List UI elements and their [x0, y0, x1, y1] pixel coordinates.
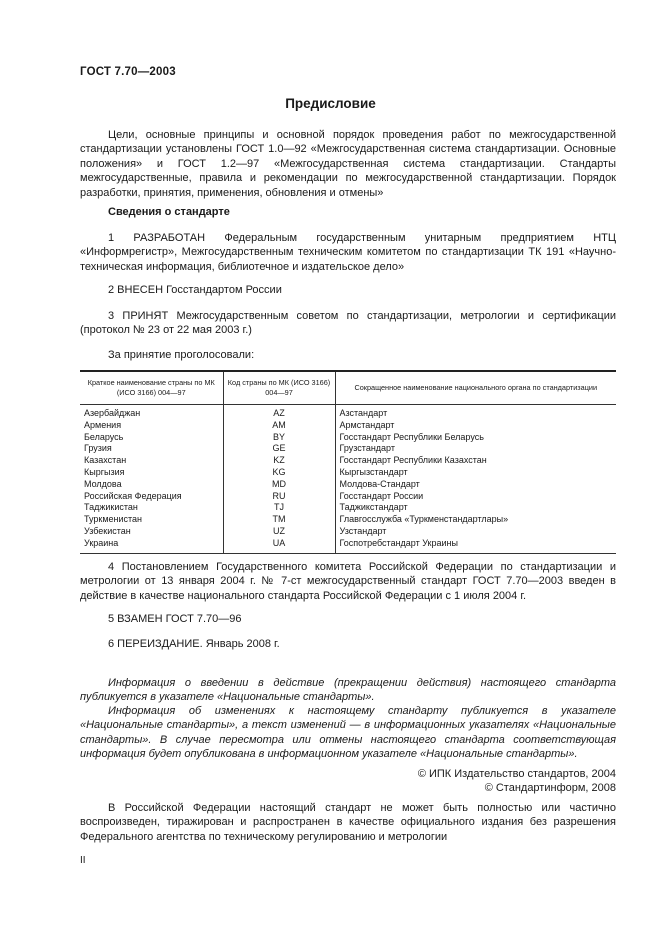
table-row [80, 479, 616, 491]
org-cell: Госстандарт Республики Беларусь [335, 432, 616, 444]
table-row [80, 538, 616, 553]
country-cell: Туркменистан [80, 514, 223, 526]
country-cell: Узбекистан [80, 526, 223, 538]
org-cell: Таджикстандарт [335, 502, 616, 514]
table-row [80, 514, 616, 526]
table-row [80, 420, 616, 432]
info-heading: Сведения о стандарте [108, 206, 230, 218]
org-cell: Азстандарт [335, 405, 616, 420]
org-cell: Госстандарт России [335, 491, 616, 503]
col-header-code: Код страны по МК (ИСО 3166) 004—97 [223, 371, 335, 405]
country-cell: Азербайджан [80, 405, 223, 420]
table-row [80, 432, 616, 444]
country-cell: Российская Федерация [80, 491, 223, 503]
item-1-developed: 1 РАЗРАБОТАН Федеральным государственным унитарным предприятием НТЦ «Информрегистр», Межгосударственным техническим комитетом по стандартизации ТК 191 «Научно-техническая информация, библиотечное и издательское дело» [80, 232, 616, 273]
org-cell: Армстандарт [335, 420, 616, 432]
col-header-country: Краткое наименование страны по МК (ИСО 3166) 004—97 [80, 371, 223, 405]
org-cell: Кыргызстандарт [335, 467, 616, 479]
rights-notice: В Российской Федерации настоящий стандарт не может быть полностью или частично воспроизведен, тиражирован и распространен в качестве официального издания без разрешения Федерального агентства по техническому регулированию и метрологии [80, 802, 616, 843]
intro-paragraph: Цели, основные принципы и основной порядок проведения работ по межгосударственной стандартизации установлены ГОСТ 1.0—92 «Межгосударственная система стандартизации. Основные положения» и ГОСТ 1.2—97 «Межгосударственная система стандартизации. Стандарты межгосударственные, правила и рекомендации по межгосударственной стандартизации. Порядок разработки, принятия, применения, обновления и отмены» [80, 129, 616, 199]
copyright-standartinform: © Стандартинформ, 2008 [484, 782, 616, 794]
country-cell: Украина [80, 538, 223, 553]
org-cell: Узстандарт [335, 526, 616, 538]
table-row [80, 443, 616, 455]
page-title: Предисловие [285, 96, 376, 111]
votes-table [80, 370, 616, 554]
copyright-publisher: © ИПК Издательство стандартов, 2004 [417, 768, 616, 780]
code-cell: GE [223, 443, 335, 455]
org-cell: Грузстандарт [335, 443, 616, 455]
standard-code-header: ГОСТ 7.70—2003 [80, 66, 176, 78]
item-6-reissue: 6 ПЕРЕИЗДАНИЕ. Январь 2008 г. [108, 638, 280, 650]
table-header-row [80, 371, 616, 405]
org-cell: Госпотребстандарт Украины [335, 538, 616, 553]
code-cell: TM [223, 514, 335, 526]
org-cell: Госстандарт Республики Казахстан [335, 455, 616, 467]
code-cell: BY [223, 432, 335, 444]
item-4-enacted: 4 Постановлением Государственного комитета Российской Федерации по стандартизации и метрологии от 13 января 2004 г. № 7-ст межгосударственный стандарт ГОСТ 7.70—2003 введен в действие в качестве национального стандарта Российской Федерации с 1 июля 2004 г. [80, 561, 616, 602]
org-cell: Главгосслужба «Туркменстандартлары» [335, 514, 616, 526]
code-cell: AZ [223, 405, 335, 420]
table-row [80, 526, 616, 538]
code-cell: UZ [223, 526, 335, 538]
code-cell: KG [223, 467, 335, 479]
code-cell: KZ [223, 455, 335, 467]
item-2-submitted: 2 ВНЕСЕН Госстандартом России [108, 284, 282, 296]
country-cell: Молдова [80, 479, 223, 491]
code-cell: AM [223, 420, 335, 432]
table-row [80, 502, 616, 514]
notice-changes: Информация об изменениях к настоящему стандарту публикуется в указателе «Национальные стандарты», а текст изменений — в информационных указателях «Национальные стандарты». В случае пересмотра или отмены настоящего стандарта соответствующая информация будет опубликована в информационном указателе «Национальные стандарты». [80, 705, 616, 761]
country-cell: Кыргызия [80, 467, 223, 479]
code-cell: MD [223, 479, 335, 491]
table-row [80, 467, 616, 479]
table-row [80, 491, 616, 503]
table-row [80, 405, 616, 420]
org-cell: Молдова-Стандарт [335, 479, 616, 491]
notice-enactment: Информация о введении в действие (прекращении действия) настоящего стандарта публикуется в указателе «Национальные стандарты». [80, 677, 616, 704]
country-cell: Грузия [80, 443, 223, 455]
country-cell: Казахстан [80, 455, 223, 467]
code-cell: RU [223, 491, 335, 503]
country-cell: Армения [80, 420, 223, 432]
item-5-replaces: 5 ВЗАМЕН ГОСТ 7.70—96 [108, 613, 242, 625]
item-3-adopted: 3 ПРИНЯТ Межгосударственным советом по стандартизации, метрологии и сертификации (протокол № 23 от 22 мая 2003 г.) [80, 310, 616, 337]
table-row [80, 455, 616, 467]
country-cell: Беларусь [80, 432, 223, 444]
country-cell: Таджикистан [80, 502, 223, 514]
code-cell: UA [223, 538, 335, 553]
code-cell: TJ [223, 502, 335, 514]
vote-intro: За принятие проголосовали: [108, 349, 255, 361]
page-number: II [80, 855, 86, 866]
col-header-organization: Сокращенное наименование национального органа по стандартизации [335, 371, 616, 405]
